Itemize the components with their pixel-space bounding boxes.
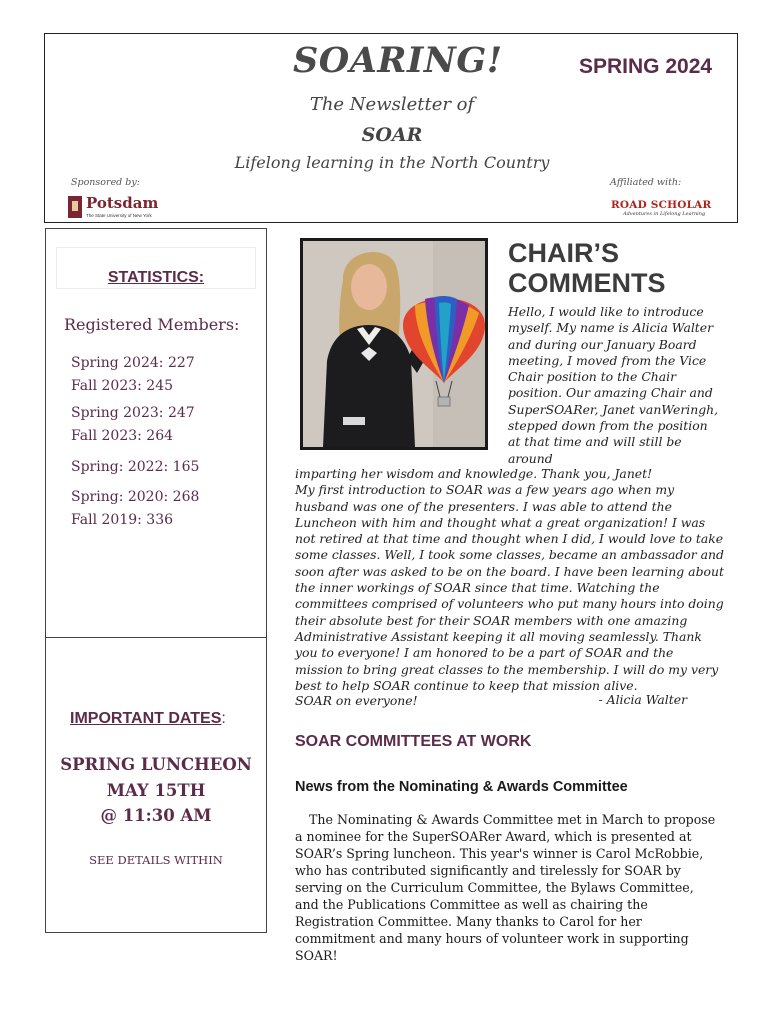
chair-comments-body: [295, 466, 725, 694]
registered-members-heading: Registered Members:: [64, 315, 240, 334]
statistics-heading: STATISTICS:: [107, 269, 205, 286]
potsdam-seal-icon: [68, 196, 82, 218]
potsdam-logo: [68, 194, 159, 221]
important-dates-heading: [70, 710, 226, 728]
chair-comments-intro: [508, 304, 723, 467]
sponsored-by-label: Sponsored by:: [71, 177, 140, 188]
news-paragraph: The Nominating & Awards Committee met in March to propose a nominee for the SuperSOARer Award, which is presented at SOAR’s Spring luncheon. This year's winner is Carol McRobbie, who has contributed significantly and tirelessly for SOAR by serving on the Curriculum Committee, the Bylaws Committee, and the Publications Committee as well as chairing the Registration Committee. Many thanks to Carol for her commitment and many hours of volunteer work in supporting SOAR!: [295, 812, 716, 963]
sidebar-divider: [46, 637, 266, 638]
chair-comments-closing: [295, 692, 687, 710]
road-scholar-logo: [611, 199, 721, 221]
organization-name: SOAR: [361, 124, 423, 146]
chair-comments-heading: [508, 238, 666, 298]
author-signature: - Alicia Walter: [598, 692, 687, 707]
stat-item: Fall 2019: 336: [71, 512, 174, 528]
committees-heading: SOAR COMMITTEES AT WORK: [295, 733, 532, 750]
sidebar: [45, 228, 267, 933]
road-scholar-logo-tagline: Adventures in Lifelong Learning: [623, 211, 706, 217]
chair-comments-paragraph: Hello, I would like to introduce myself. My name is Alicia Walter and during our January Board meeting, I moved from the Vice Chair position to the Chair position. Our amazing Chair and SuperSOARer, Janet vanWeringh, stepped down from the position at that time and will still be around: [508, 304, 719, 466]
event-name: SPRING LUNCHEON: [60, 755, 252, 774]
event-date: MAY 15TH: [106, 781, 206, 800]
organization-tagline: Lifelong learning in the North Country: [234, 153, 550, 172]
news-body: [295, 811, 720, 964]
chair-comments-heading-line1: CHAIR’S: [508, 238, 620, 268]
newsletter-title: SOARING!: [293, 40, 503, 81]
issue-season: SPRING 2024: [579, 55, 713, 78]
important-dates-heading-text: IMPORTANT DATES: [70, 710, 222, 727]
chair-photo: [300, 238, 488, 450]
important-dates-colon: :: [221, 710, 226, 727]
closing-line: SOAR on everyone!: [295, 693, 418, 708]
stat-item: Spring 2024: 227: [71, 355, 195, 371]
chair-comments-heading-line2: COMMENTS: [508, 268, 666, 298]
chair-photo-illustration: [303, 241, 485, 447]
stat-item: Fall 2023: 245: [71, 378, 174, 394]
stat-item: Spring 2023: 247: [71, 405, 195, 421]
newsletter-subtitle: The Newsletter of: [309, 94, 475, 115]
chair-comments-paragraph: imparting her wisdom and knowledge. Thank you, Janet!: [295, 466, 653, 481]
stat-item: Fall 2023: 264: [71, 428, 174, 444]
see-details-note: SEE DETAILS WITHIN: [89, 853, 223, 867]
affiliated-with-label: Affiliated with:: [610, 177, 682, 188]
event-time: @ 11:30 AM: [100, 806, 212, 825]
potsdam-logo-tagline: The State University of New York: [86, 213, 152, 218]
stat-item: Spring: 2022: 165: [71, 459, 200, 475]
stat-item: Spring: 2020: 268: [71, 489, 200, 505]
potsdam-logo-name: Potsdam: [86, 194, 159, 212]
road-scholar-logo-name: ROAD SCHOLAR: [611, 199, 712, 211]
newsletter-header: [44, 33, 738, 223]
chair-comments-paragraph: My first introduction to SOAR was a few years ago when my husband was one of the presenters. I was able to attend the Luncheon with him and thought what a great organization! I was not retired at that time and thought when I did, I would love to take some classes. Well, I took some classes, became an ambassador and soon after was asked to be on the board. I have been learning about the inner workings of SOAR since that time. Watching the committees comprised of volunteers who put many hours into doing their absolute best for their SOAR members with one amazing Administrative Assistant keeping it all moving seamlessly. Thank you to everyone! I am honored to be a part of SOAR and the mission to bring great classes to the membership. I will do my very best to help SOAR continue to keep that mission alive.: [295, 482, 724, 693]
news-heading: News from the Nominating & Awards Committee: [295, 779, 628, 795]
